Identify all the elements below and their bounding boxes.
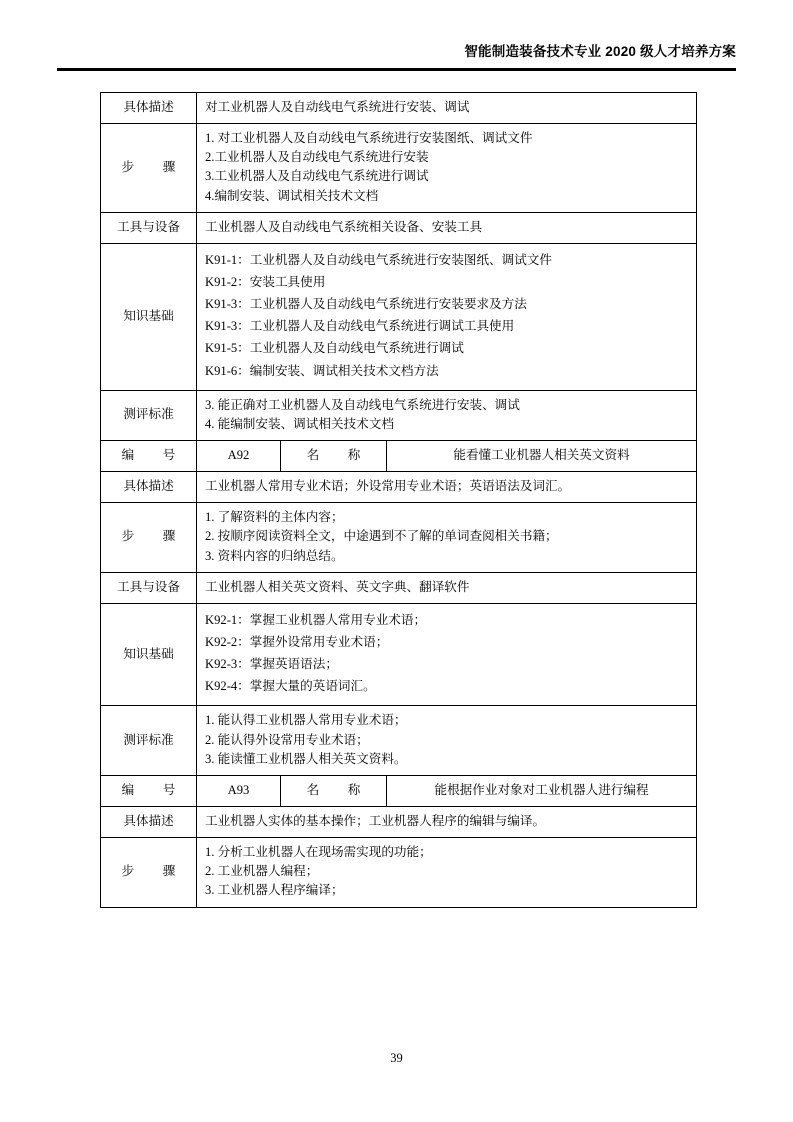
knowledge-line: K91-3：工业机器人及自动线电气系统进行调试工具使用 — [205, 319, 515, 334]
row-label-description: 具体描述 — [101, 806, 197, 837]
table-row — [101, 806, 697, 837]
cell-steps — [197, 838, 697, 907]
cell-description: 工业机器人实体的基本操作；工业机器人程序的编辑与编译。 — [197, 806, 697, 837]
row-label-name: 名 称 — [281, 440, 387, 471]
row-label-steps: 步 骤 — [101, 124, 197, 213]
cell-code-value: A93 — [197, 775, 281, 806]
row-label-knowledge: 知识基础 — [101, 603, 197, 706]
row-label-tools: 工具与设备 — [101, 212, 197, 243]
row-label-tools: 工具与设备 — [101, 572, 197, 603]
cell-tools: 工业机器人及自动线电气系统相关设备、安装工具 — [197, 212, 697, 243]
row-label-criteria: 测评标准 — [101, 390, 197, 440]
row-label-description: 具体描述 — [101, 93, 197, 124]
cell-description: 对工业机器人及自动线电气系统进行安装、调试 — [197, 93, 697, 124]
row-label-name: 名 称 — [281, 775, 387, 806]
table-row — [101, 838, 697, 907]
table-row — [101, 212, 697, 243]
cell-criteria — [197, 706, 697, 775]
knowledge-line: K91-2：安装工具使用 — [205, 274, 326, 289]
step-line: 2. 按顺序阅读资料全文，中途遇到不了解的单词查阅相关书籍； — [205, 529, 558, 544]
table-row — [101, 440, 697, 471]
header-divider — [57, 68, 736, 71]
table-row — [101, 572, 697, 603]
table-row — [101, 603, 697, 706]
knowledge-line: K92-1：掌握工业机器人常用专业术语； — [205, 612, 427, 627]
knowledge-line: K91-6：编制安装、调试相关技术文档方法 — [205, 363, 439, 378]
knowledge-line: K92-3：掌握英语语法； — [205, 657, 338, 672]
table-row — [101, 93, 697, 124]
table-row — [101, 243, 697, 390]
step-line: 4.编制安装、调试相关技术文档 — [205, 188, 379, 203]
cell-code-value: A92 — [197, 440, 281, 471]
cell-description: 工业机器人常用专业术语；外设常用专业术语；英语语法及词汇。 — [197, 472, 697, 503]
step-line: 1. 了解资料的主体内容； — [205, 510, 344, 525]
cell-steps — [197, 503, 697, 572]
row-label-criteria: 测评标准 — [101, 706, 197, 775]
step-line: 3. 资料内容的归纳总结。 — [205, 548, 344, 563]
table-row — [101, 390, 697, 440]
cell-tools: 工业机器人相关英文资料、英文字典、翻译软件 — [197, 572, 697, 603]
knowledge-line: K91-3：工业机器人及自动线电气系统进行安装要求及方法 — [205, 297, 527, 312]
criteria-line: 1. 能认得工业机器人常用专业术语； — [205, 713, 407, 728]
table-row — [101, 775, 697, 806]
page-number: 39 — [390, 1051, 403, 1065]
criteria-line: 2. 能认得外设常用专业术语； — [205, 732, 369, 747]
cell-name-value: 能根据作业对象对工业机器人进行编程 — [387, 775, 697, 806]
step-line: 1. 对工业机器人及自动线电气系统进行安装图纸、调试文件 — [205, 131, 533, 146]
table-row — [101, 706, 697, 775]
knowledge-line: K91-1：工业机器人及自动线电气系统进行安装图纸、调试文件 — [205, 252, 553, 267]
step-line: 3.工业机器人及自动线电气系统进行调试 — [205, 169, 429, 184]
step-line: 2.工业机器人及自动线电气系统进行安装 — [205, 150, 429, 165]
table-row — [101, 472, 697, 503]
row-label-steps: 步 骤 — [101, 503, 197, 572]
cell-steps — [197, 124, 697, 213]
knowledge-line: K91-5：工业机器人及自动线电气系统进行调试 — [205, 341, 464, 356]
row-label-knowledge: 知识基础 — [101, 243, 197, 390]
criteria-line: 3. 能正确对工业机器人及自动线电气系统进行安装、调试 — [205, 397, 520, 412]
page-content — [100, 92, 696, 908]
table-row — [101, 503, 697, 572]
cell-name-value: 能看懂工业机器人相关英文资料 — [387, 440, 697, 471]
knowledge-line: K92-4：掌握大量的英语词汇。 — [205, 679, 376, 694]
row-label-code: 编 号 — [101, 440, 197, 471]
step-line: 1. 分析工业机器人在现场需实现的功能； — [205, 845, 432, 860]
step-line: 3. 工业机器人程序编译； — [205, 883, 344, 898]
row-label-description: 具体描述 — [101, 472, 197, 503]
competency-table — [100, 92, 697, 908]
cell-knowledge — [197, 243, 697, 390]
page-header: 智能制造装备技术专业 2020 级人才培养方案 — [464, 44, 736, 59]
row-label-code: 编 号 — [101, 775, 197, 806]
row-label-steps: 步 骤 — [101, 838, 197, 907]
criteria-line: 3. 能读懂工业机器人相关英文资料。 — [205, 751, 407, 766]
table-row — [101, 124, 697, 213]
cell-knowledge — [197, 603, 697, 706]
criteria-line: 4. 能编制安装、调试相关技术文档 — [205, 416, 394, 431]
knowledge-line: K92-2：掌握外设常用专业术语； — [205, 634, 389, 649]
cell-criteria — [197, 390, 697, 440]
step-line: 2. 工业机器人编程； — [205, 864, 319, 879]
